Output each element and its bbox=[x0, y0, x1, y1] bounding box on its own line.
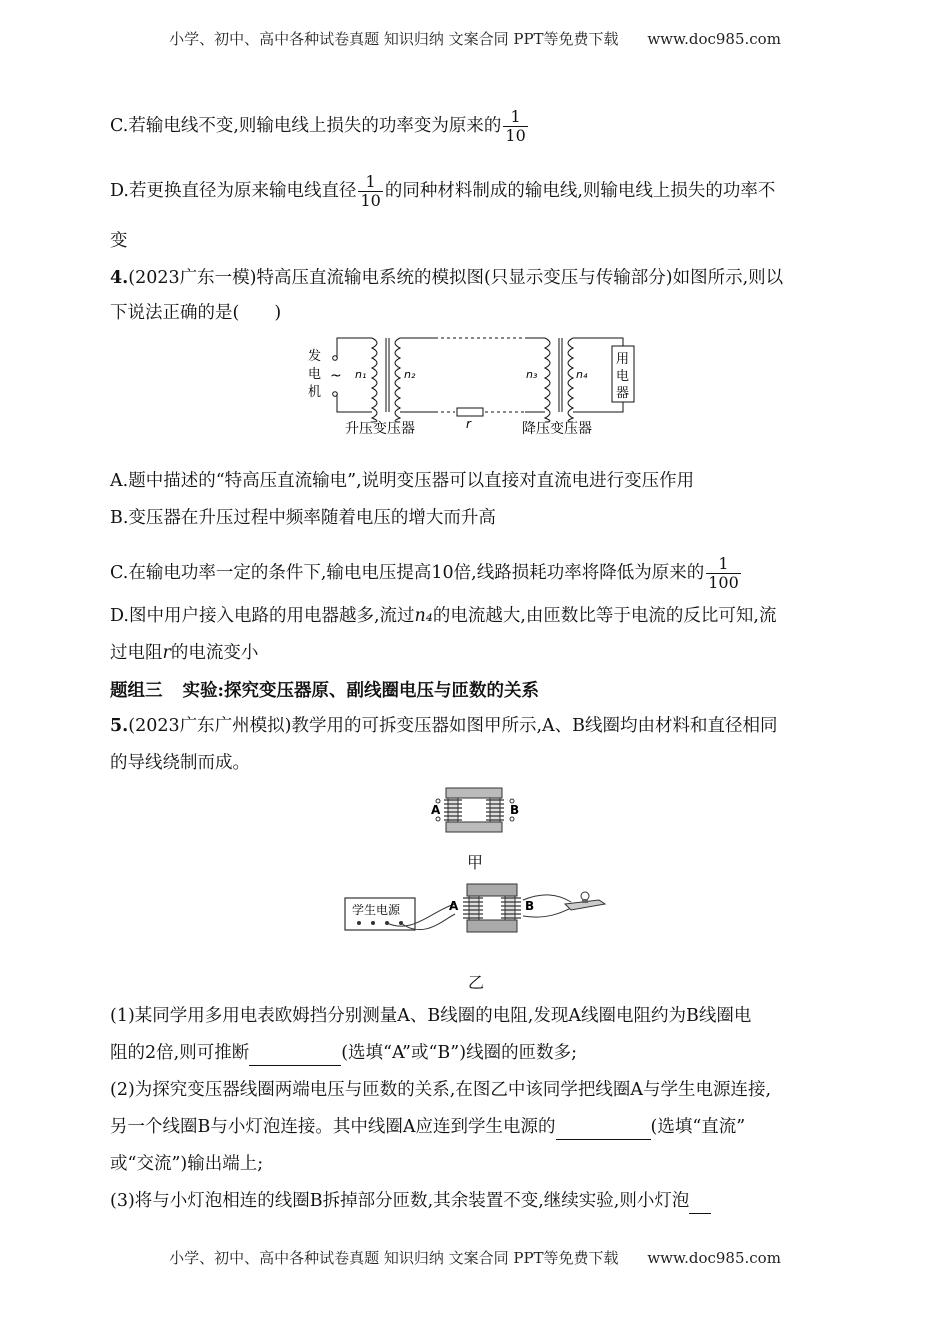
n1-label: n₁ bbox=[355, 368, 367, 381]
label-b: B bbox=[510, 803, 520, 817]
q5-part1-text-a: 阻的2倍,则可推断 bbox=[110, 1043, 250, 1063]
q4-option-d-cont-post: 的电流变小 bbox=[170, 643, 259, 663]
footer-left-text: 小学、初中、高中各种试卷真题 知识归纳 文案合同 PPT等免费下载 bbox=[169, 1249, 619, 1267]
lamp-bulb bbox=[581, 892, 589, 900]
q4-stem-line1 bbox=[110, 265, 845, 291]
q3-option-c-text: C.若输电线不变,则输电线上损失的功率变为原来的 bbox=[110, 116, 502, 136]
power-terminal-2 bbox=[371, 921, 375, 925]
n4-symbol: n₄ bbox=[414, 606, 433, 626]
header-left-text: 小学、初中、高中各种试卷真题 知识归纳 文案合同 PPT等免费下载 bbox=[169, 30, 619, 48]
q4-option-b: B.变压器在升压过程中频率随着电压的增大而升高 bbox=[110, 508, 496, 528]
load-label-3: 器 bbox=[616, 386, 630, 401]
q5-number: 5. bbox=[110, 716, 129, 736]
fraction bbox=[706, 555, 741, 592]
load-label-1: 用 bbox=[616, 352, 630, 367]
footer-url: www.doc985.com bbox=[647, 1249, 781, 1267]
section-title: 实验:探究变压器原、副线圈电压与匝数的关系 bbox=[182, 681, 539, 701]
answer-blank-2[interactable] bbox=[556, 1119, 651, 1140]
q4-number: 4. bbox=[110, 268, 129, 288]
fig-yi-setup bbox=[343, 880, 608, 945]
fraction-numerator: 1 bbox=[358, 173, 382, 192]
q4-option-a: A.题中描述的“特高压直流输电”,说明变压器可以直接对直流电进行变压作用 bbox=[110, 471, 695, 491]
q4-circuit-figure bbox=[300, 330, 660, 440]
core-right-leg bbox=[490, 798, 500, 822]
q5-part1-line2 bbox=[110, 1040, 845, 1066]
q4-option-c-text: C.在输电功率一定的条件下,输电电压提高10倍,线路损耗功率将降低为原来的 bbox=[110, 563, 705, 583]
fig-jia-caption: 甲 bbox=[466, 853, 483, 872]
q4-option-d-cont bbox=[110, 640, 845, 666]
terminal-b-bottom bbox=[510, 817, 514, 821]
coil-n3 bbox=[545, 338, 550, 422]
fig-jia-transformer bbox=[428, 786, 523, 836]
section-label: 题组三 bbox=[110, 681, 163, 701]
q3-option-d bbox=[110, 173, 845, 210]
q3-option-d-cont: 变 bbox=[110, 231, 128, 251]
header-url: www.doc985.com bbox=[647, 30, 781, 48]
q4-stem1: (2023广东一模)特高压直流输电系统的模拟图(只显示变压与传输部分)如图所示,则以 bbox=[128, 268, 784, 288]
label-a: A bbox=[449, 899, 459, 913]
page-footer bbox=[0, 1247, 950, 1268]
generator-label-1: 发 bbox=[308, 349, 322, 364]
fraction bbox=[358, 173, 382, 210]
q3-option-c bbox=[110, 108, 845, 145]
q5-part2-line1: (2)为探究变压器线圈两端电压与匝数的关系,在图乙中该同学把线圈A与学生电源连接, bbox=[110, 1080, 772, 1100]
q5-part3-text: (3)将与小灯泡相连的线圈B拆掉部分匝数,其余装置不变,继续实验,则小灯泡 bbox=[110, 1191, 690, 1211]
fraction-numerator: 1 bbox=[706, 555, 741, 574]
core-left-leg bbox=[469, 896, 479, 920]
fraction-numerator: 1 bbox=[503, 108, 527, 127]
lamp-socket bbox=[582, 899, 588, 903]
coil-n1 bbox=[372, 338, 377, 422]
q5-stem-line1 bbox=[110, 713, 845, 739]
q4-option-d-cont-pre: 过电阻 bbox=[110, 643, 163, 663]
ac-symbol: ~ bbox=[330, 368, 342, 384]
fraction bbox=[503, 108, 527, 145]
terminal-a-bottom bbox=[436, 817, 440, 821]
q5-part3-line1 bbox=[110, 1188, 845, 1214]
q3-option-d-post: 的同种材料制成的输电线,则输电线上损失的功率不 bbox=[384, 181, 776, 201]
core-bottom bbox=[467, 920, 517, 932]
power-terminal-1 bbox=[357, 921, 361, 925]
label-b: B bbox=[525, 899, 535, 913]
power-supply-label: 学生电源 bbox=[352, 903, 401, 917]
q5-part1-text-b: (选填“A”或“B”)线圈的匝数多; bbox=[341, 1043, 577, 1063]
q5-stem1: (2023广东广州模拟)教学用的可拆变压器如图甲所示,A、B线圈均由材料和直径相同 bbox=[128, 716, 778, 736]
fraction-denominator: 100 bbox=[708, 573, 739, 592]
resistor-r bbox=[457, 408, 483, 416]
answer-blank-1[interactable] bbox=[249, 1045, 341, 1066]
n3-label: n₃ bbox=[526, 368, 538, 381]
n4-label: n₄ bbox=[576, 368, 588, 381]
q5-part2-line2 bbox=[110, 1114, 845, 1140]
q4-stem-line2: 下说法正确的是( ) bbox=[110, 303, 282, 323]
core-top bbox=[446, 788, 502, 798]
step-down-label: 降压变压器 bbox=[522, 421, 592, 437]
q4-option-c bbox=[110, 555, 845, 592]
load-label-2: 电 bbox=[616, 369, 630, 384]
fraction-denominator: 10 bbox=[360, 191, 381, 210]
step-up-label: 升压变压器 bbox=[345, 421, 415, 437]
core-top bbox=[467, 884, 517, 896]
coil-n4 bbox=[568, 338, 573, 422]
q5-stem-line2: 的导线绕制而成。 bbox=[110, 753, 250, 773]
q4-option-d-post: 的电流越大,由匝数比等于电流的反比可知,流 bbox=[432, 606, 777, 626]
q5-part2-line3: 或“交流”)输出端上; bbox=[110, 1154, 264, 1174]
core-bottom bbox=[446, 822, 502, 832]
fig-yi-caption: 乙 bbox=[467, 973, 484, 992]
q5-part2-text-a: 另一个线圈B与小灯泡连接。其中线圈A应连到学生电源的 bbox=[110, 1117, 556, 1137]
fraction-denominator: 10 bbox=[505, 126, 526, 145]
q4-option-d-pre: D.图中用户接入电路的用电器越多,流过 bbox=[110, 606, 415, 626]
q5-part1-line1: (1)某同学用多用电表欧姆挡分别测量A、B线圈的电阻,发现A线圈电阻约为B线圈电 bbox=[110, 1006, 752, 1026]
page-header bbox=[0, 28, 950, 49]
q5-part2-text-b: (选填“直流” bbox=[650, 1117, 746, 1137]
core-left-leg bbox=[448, 798, 458, 822]
answer-blank-3[interactable] bbox=[689, 1193, 711, 1214]
r-symbol: r bbox=[162, 643, 171, 663]
coil-n2 bbox=[395, 338, 400, 422]
label-a: A bbox=[431, 803, 441, 817]
section-heading bbox=[110, 678, 845, 704]
q4-option-d bbox=[110, 603, 845, 629]
q3-option-d-pre: D.若更换直径为原来输电线直径 bbox=[110, 181, 357, 201]
generator-label-3: 机 bbox=[308, 385, 322, 400]
n2-label: n₂ bbox=[404, 368, 416, 381]
resistor-label: r bbox=[466, 417, 471, 431]
generator-label-2: 电 bbox=[308, 367, 322, 382]
core-right-leg bbox=[505, 896, 515, 920]
